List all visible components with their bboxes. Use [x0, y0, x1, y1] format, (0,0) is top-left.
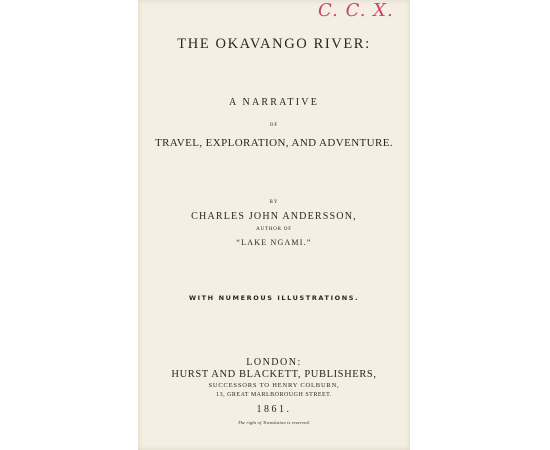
imprint-publisher: HURST AND BLACKETT, PUBLISHERS, [171, 369, 377, 380]
description: TRAVEL, EXPLORATION, AND ADVENTURE. [154, 137, 394, 149]
by-word: BY [269, 200, 279, 205]
of-word: OF [269, 123, 279, 128]
book-title: THE OKAVANGO RIVER: [177, 36, 371, 52]
author-of-label: AUTHOR OF [256, 227, 292, 232]
imprint-city: LONDON: [246, 357, 302, 368]
subtitle: A NARRATIVE [228, 97, 320, 108]
handwritten-stamp: C. C. X. [318, 0, 394, 21]
imprint-year: 1861. [256, 404, 292, 415]
title-page [138, 0, 410, 450]
previous-work: “LAKE NGAMI.” [236, 238, 312, 247]
author-name: CHARLES JOHN ANDERSSON, [191, 211, 357, 222]
illustrations-note: WITH NUMEROUS ILLUSTRATIONS. [188, 294, 360, 302]
imprint-address: 13, GREAT MARLBOROUGH STREET. [216, 392, 332, 398]
rights-notice: The right of Translation is reserved. [237, 420, 311, 425]
imprint-successors: SUCCESSORS TO HENRY COLBURN, [208, 382, 340, 389]
